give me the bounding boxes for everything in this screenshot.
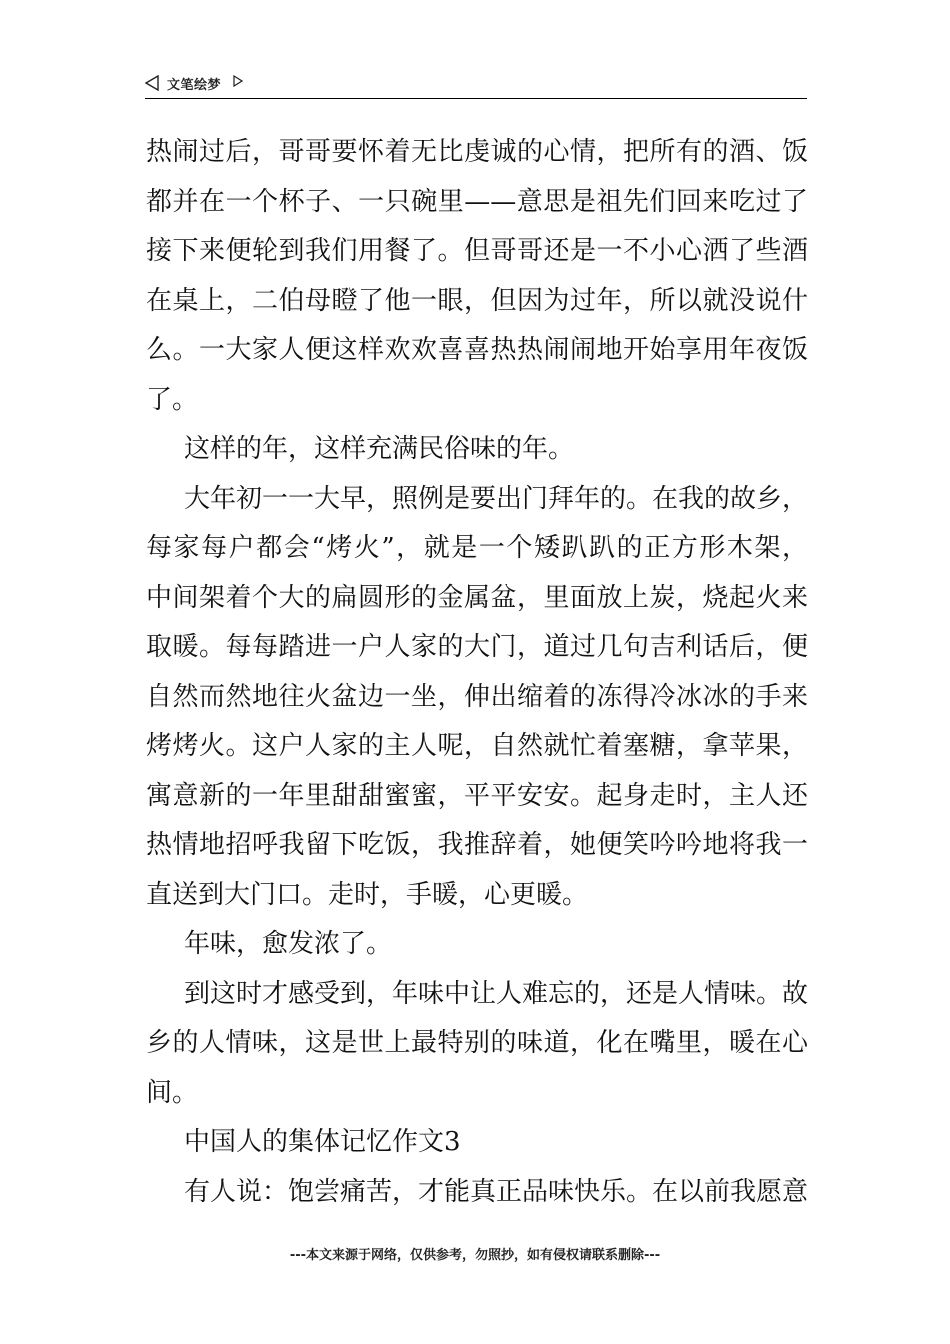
text-line: 自然而然地往火盆边一坐，伸出缩着的冻得冷冰冰的手来 xyxy=(146,681,808,712)
text-line: 每家每户都会“烤火”，就是一个矮趴趴的正方形木架， xyxy=(146,533,808,563)
triangle-left-icon xyxy=(145,75,159,91)
text-line: 了。 xyxy=(146,384,199,415)
paragraph-line: 有人说：饱尝痛苦，才能真正品味快乐。在以前我愿意 xyxy=(184,1176,809,1207)
text-line: 取暖。每每踏进一户人家的大门，道过几句吉利话后，便 xyxy=(146,632,808,662)
text-line: 寓意新的一年里甜甜蜜蜜，平平安安。起身走时，主人还 xyxy=(146,780,808,811)
text-line: 都并在一个杯子、一只碗里——意思是祖先们回来吃过了 xyxy=(146,186,808,217)
text-line: 中间架着个大的扁圆形的金属盆，里面放上炭，烧起火来 xyxy=(146,582,808,613)
page-header xyxy=(145,72,807,99)
paragraph-line: 年味，愈发浓了。 xyxy=(184,929,393,959)
text-line: 么。一大家人便这样欢欢喜喜热热闹闹地开始享用年夜饭 xyxy=(146,335,808,365)
text-line: 乡的人情味，这是世上最特别的味道，化在嘴里，暖在心 xyxy=(146,1028,808,1058)
text-line: 接下来便轮到我们用餐了。但哥哥还是一不小心洒了些酒 xyxy=(146,236,808,266)
text-line: 间。 xyxy=(146,1077,199,1108)
text-line: 在桌上，二伯母瞪了他一眼，但因为过年，所以就没说什 xyxy=(146,285,808,316)
text-line: 直送到大门口。走时，手暖，心更暖。 xyxy=(146,879,589,910)
triangle-right-icon xyxy=(233,75,243,87)
footer-notice: ---本文来源于网络，仅供参考，勿照抄，如有侵权请联系删除--- xyxy=(289,1248,661,1263)
paragraph-line: 大年初一一大早，照例是要出门拜年的。在我的故乡， xyxy=(184,483,809,514)
section-title: 中国人的集体记忆作文3 xyxy=(184,1127,461,1157)
text-line: 热闹过后，哥哥要怀着无比虔诚的心情，把所有的酒、饭 xyxy=(146,137,808,167)
document-body xyxy=(146,128,808,1217)
header-brand: 文笔绘梦 xyxy=(167,78,222,93)
paragraph-line: 这样的年，这样充满民俗味的年。 xyxy=(184,434,575,464)
paragraph-line: 到这时才感受到，年味中让人难忘的，还是人情味。故 xyxy=(184,978,809,1009)
text-line: 热情地招呼我留下吃饭，我推辞着，她便笑吟吟地将我一 xyxy=(146,830,808,860)
text-line: 烤烤火。这户人家的主人呢，自然就忙着塞糖，拿苹果， xyxy=(146,731,808,761)
